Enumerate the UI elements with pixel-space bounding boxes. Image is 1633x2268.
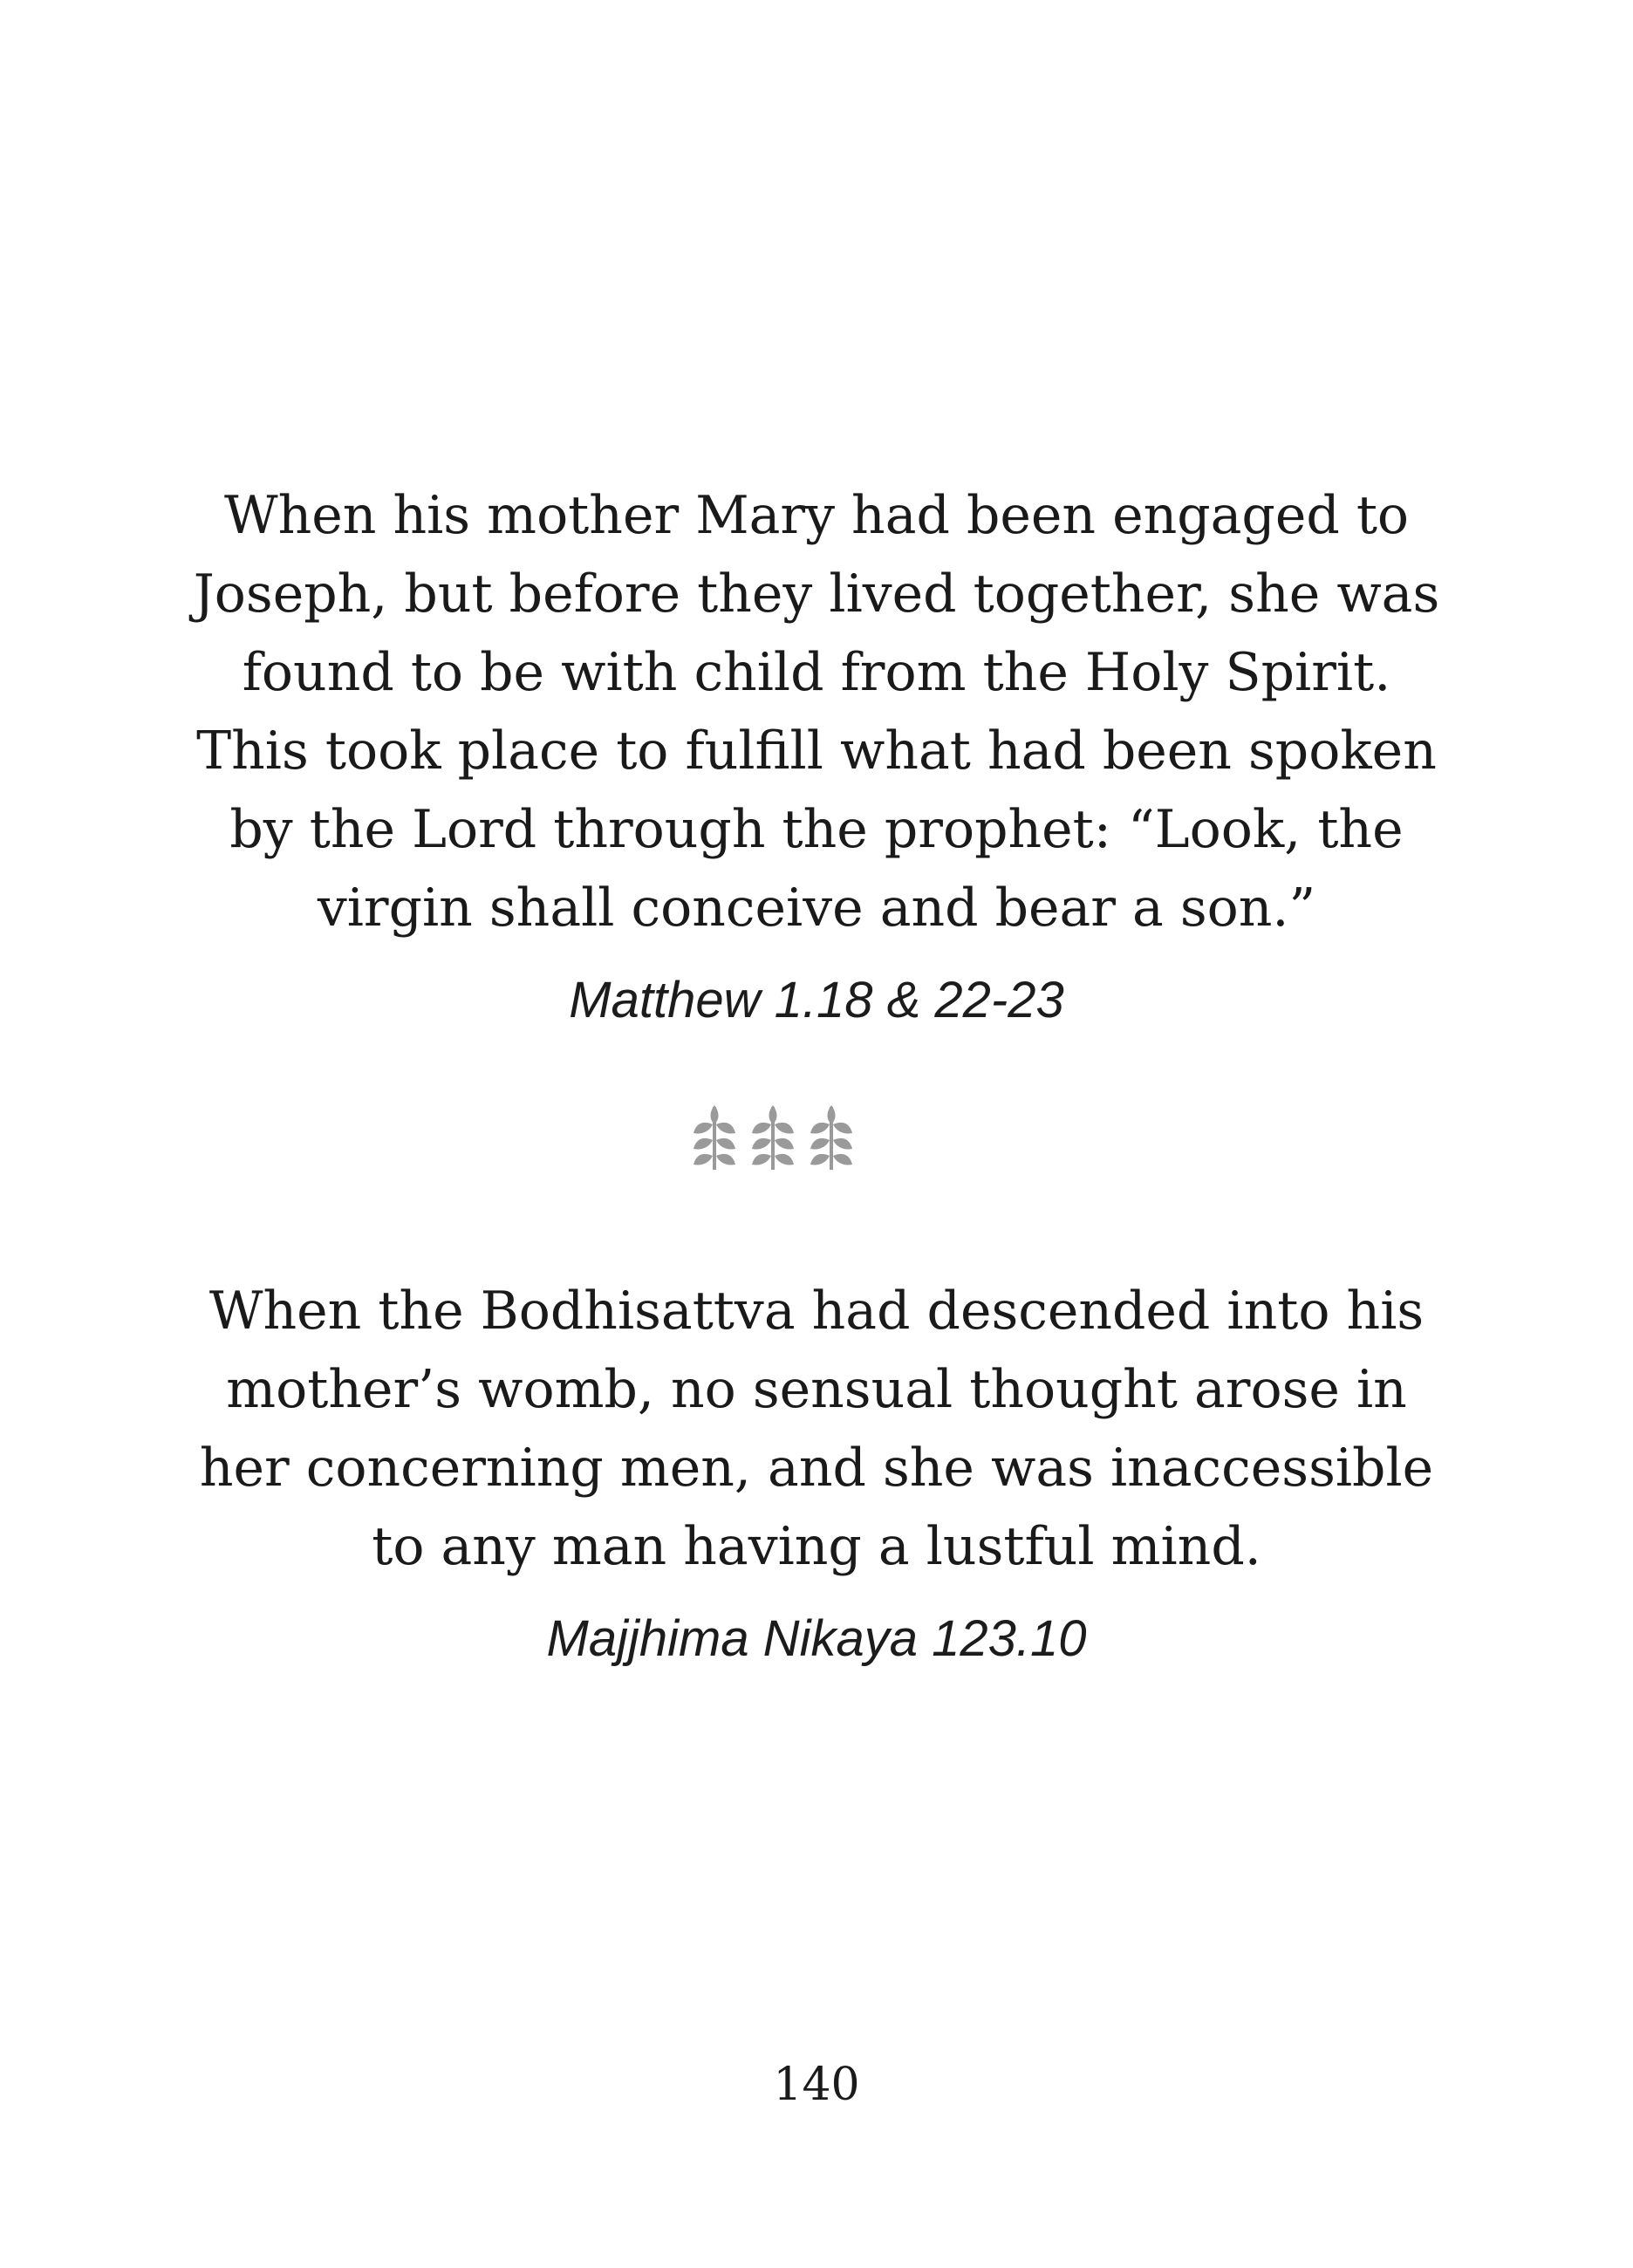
quote-line: virgin shall conceive and bear a son.” bbox=[317, 878, 1316, 939]
quote-text bbox=[0, 1272, 1633, 1586]
quote-line: by the Lord through the prophet: “Look, the bbox=[229, 799, 1404, 860]
quote-line: her concerning men, and she was inaccessible bbox=[199, 1438, 1434, 1499]
quote-majjhima bbox=[0, 1272, 1633, 1670]
quote-line: Joseph, but before they lived together, she was bbox=[193, 564, 1440, 625]
quote-line: This took place to fulfill what had been spoken bbox=[196, 721, 1437, 782]
wheat-sprig-icon bbox=[752, 1105, 794, 1170]
quote-line: When his mother Mary had been engaged to bbox=[223, 485, 1410, 546]
citation-matthew: Matthew 1.18 & 22-23 bbox=[569, 972, 1064, 1028]
wheat-sprig-icon bbox=[694, 1105, 735, 1170]
wheat-sprig-icon bbox=[810, 1105, 852, 1170]
wheat-ornament bbox=[686, 1097, 860, 1176]
quote-line: mother’s womb, no sensual thought arose in bbox=[226, 1359, 1407, 1420]
quote-text bbox=[0, 476, 1633, 947]
quote-line: to any man having a lustful mind. bbox=[372, 1516, 1261, 1577]
quote-line: When the Bodhisattva had descended into his bbox=[208, 1281, 1425, 1342]
citation-majjhima: Majjhima Nikaya 123.10 bbox=[546, 1610, 1087, 1667]
quote-matthew bbox=[0, 476, 1633, 1031]
page-number: 140 bbox=[773, 2059, 860, 2111]
quote-line: found to be with child from the Holy Spirit. bbox=[242, 642, 1391, 703]
